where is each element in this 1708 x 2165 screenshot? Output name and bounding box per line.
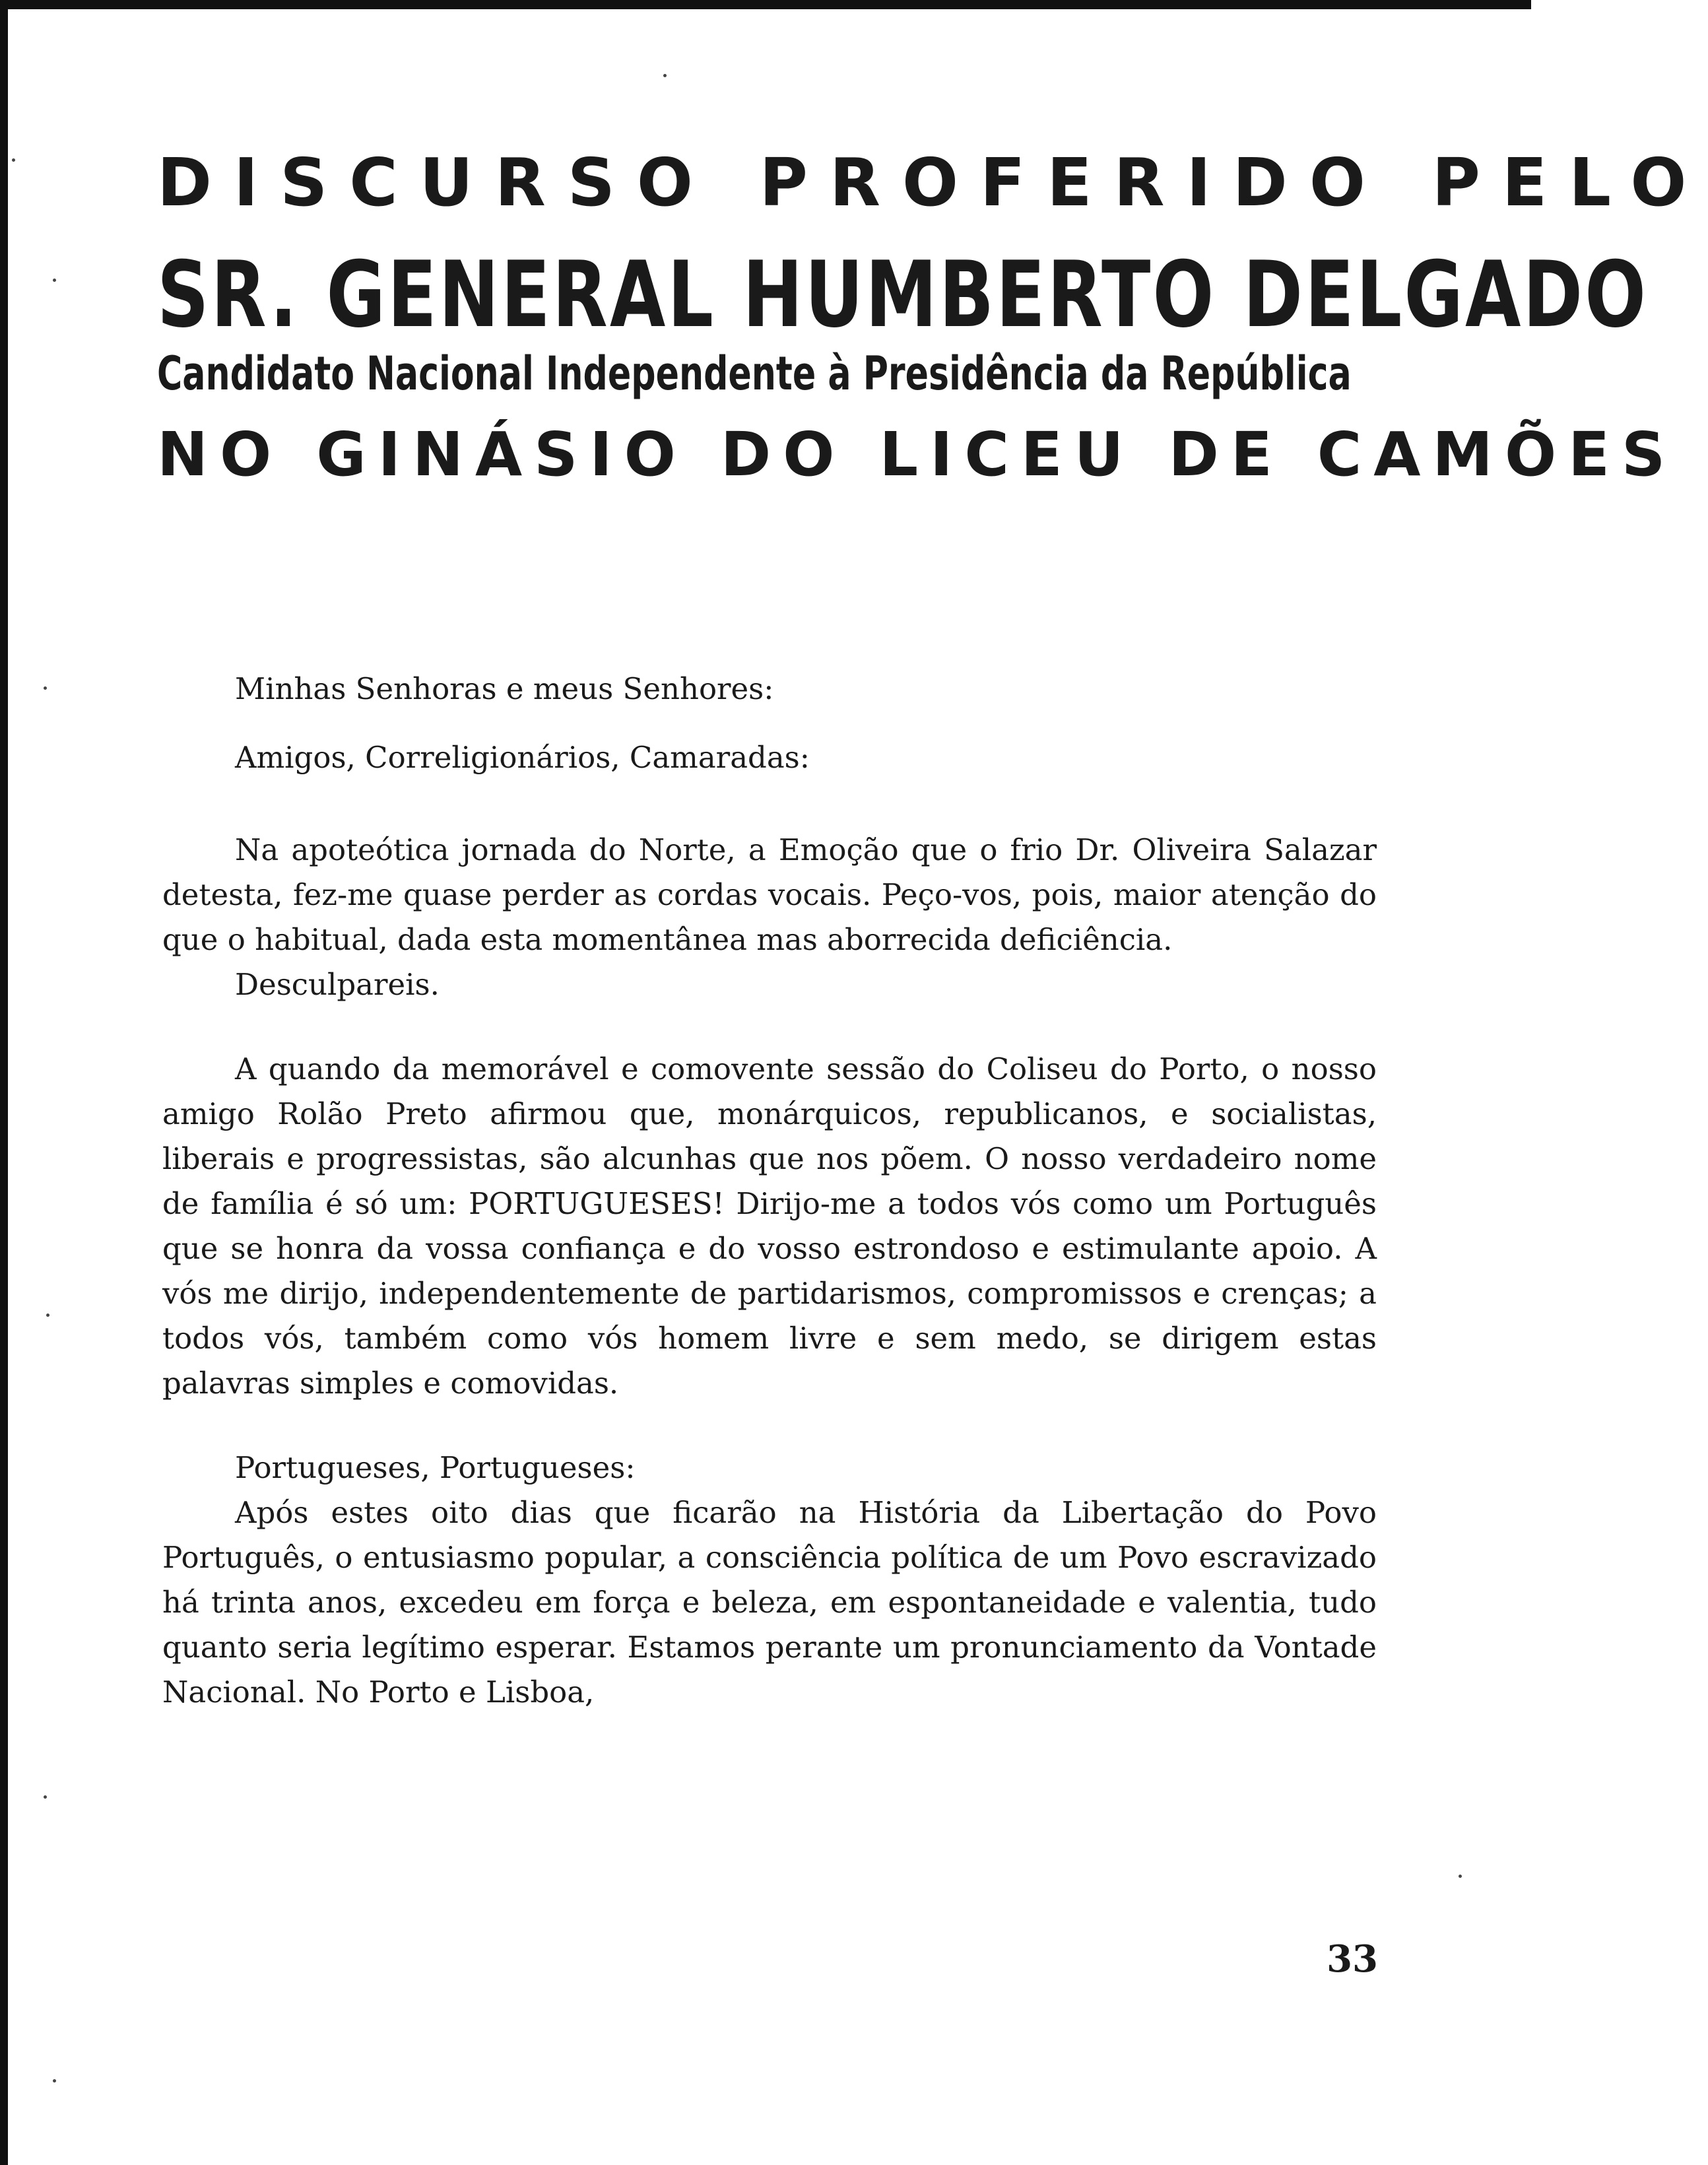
salutation-3: Portugueses, Portugueses:: [235, 1450, 636, 1485]
heading-line-4: NO GINÁSIO DO LICEU DE CAMÕES: [157, 419, 1678, 490]
paragraph-1: Na apoteótica jornada do Norte, a Emoção que o frio Dr. Oliveira Salazar detesta, fez-me quase perder as cordas vocais. Peço-vos, pois, maior atenção do que o habitual, dada esta momentânea mas aborrecida deficiência.: [162, 832, 1377, 957]
scan-speck: [12, 158, 15, 162]
heading-line-2: SR. GENERAL HUMBERTO DELGADO: [157, 242, 1649, 348]
scan-speck: [1459, 1875, 1462, 1878]
paragraph-2: A quando da memorável e comovente sessão do Coliseu do Porto, o nosso amigo Rolão Preto afirmou que, monárquicos, republicanos, e socialistas, liberais e progressistas, são alcunhas que nos põem. O nosso verdadeiro nome de família é só um: PORTUGUESES! Dirijo-me a todos vós como um Português que se honra da vossa confiança e do vosso estrondoso e estimulante apoio. A vós me dirijo, independentemente de partidarismos, compromissos e crenças; a todos vós, também como vós homem livre e sem medo, se dirigem estas palavras simples e comovidas.: [162, 1051, 1377, 1401]
scan-speck: [44, 1795, 47, 1799]
scan-speck: [53, 279, 56, 282]
heading-line-1: DISCURSO PROFERIDO PELO: [157, 144, 1708, 221]
scan-speck: [44, 686, 47, 690]
heading-line-3: Candidato Nacional Independente à Presidência da República: [157, 347, 1352, 401]
paragraph-1-end: Desculpareis.: [235, 967, 440, 1002]
scan-speck: [46, 1314, 49, 1317]
salutation-1: Minhas Senhoras e meus Senhores:: [235, 671, 774, 706]
scan-speck: [53, 2079, 56, 2082]
page-number: 33: [1327, 1937, 1378, 1981]
speech-body: [162, 667, 1377, 1715]
paragraph-3: Após estes oito dias que ficarão na História da Libertação do Povo Português, o entusiasmo popular, a consciência política de um Povo escravizado há trinta anos, excedeu em força e beleza, em espontaneidade e valentia, tudo quanto seria legítimo esperar. Estamos perante um pronunciamento da Vontade Nacional. No Porto e Lisboa,: [162, 1495, 1377, 1710]
salutation-2: Amigos, Correligionários, Camaradas:: [235, 740, 810, 775]
scan-speck: [663, 74, 667, 77]
